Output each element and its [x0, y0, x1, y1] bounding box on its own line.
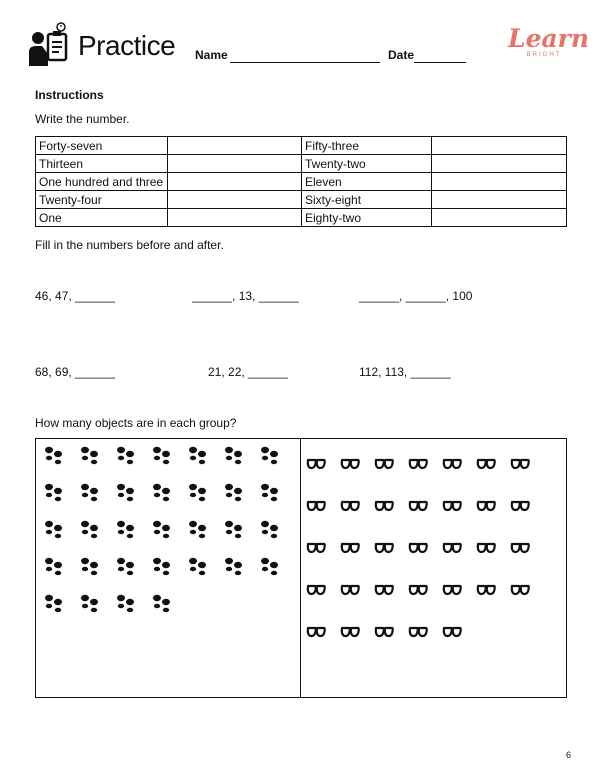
glasses-area — [301, 439, 566, 697]
page-number: 6 — [566, 750, 572, 760]
footprints-icon — [261, 558, 278, 575]
glasses-icon — [512, 502, 529, 510]
footprints-icon — [261, 484, 278, 501]
footprints-icon — [117, 595, 134, 612]
footprints-group — [35, 438, 301, 698]
footprints-icon — [225, 484, 242, 501]
table-row — [36, 155, 567, 173]
glasses-icon — [308, 502, 325, 510]
answer-cell[interactable] — [432, 137, 567, 155]
footprints-icon — [117, 484, 134, 501]
footprints-icon — [153, 595, 170, 612]
footprints-icon — [45, 521, 62, 538]
footprints-icon — [261, 447, 278, 464]
table-row — [36, 173, 567, 191]
table-row — [36, 191, 567, 209]
footprints-icon — [45, 447, 62, 464]
glasses-icon — [444, 460, 461, 468]
glasses-icon — [342, 628, 359, 636]
footprints-icon — [81, 447, 98, 464]
number-word-cell: Eighty-two — [302, 209, 432, 227]
number-word-cell: Twenty-two — [302, 155, 432, 173]
footprints-icon — [189, 521, 206, 538]
glasses-icon — [410, 502, 427, 510]
answer-cell[interactable] — [168, 173, 302, 191]
date-label: Date — [388, 48, 415, 62]
glasses-icon — [444, 628, 461, 636]
number-word-cell: Forty-seven — [36, 137, 168, 155]
footprints-icon — [153, 484, 170, 501]
name-label: Name — [195, 48, 228, 62]
answer-cell[interactable] — [168, 209, 302, 227]
footprints-icon — [189, 447, 206, 464]
student-clipboard-icon — [28, 22, 72, 68]
section2-prompt: Fill in the numbers before and after. — [35, 238, 224, 252]
glasses-icon — [444, 544, 461, 552]
glasses-icon — [444, 502, 461, 510]
footprints-icon — [153, 558, 170, 575]
sequence-item: ______, 13, ______ — [192, 289, 299, 303]
answer-cell[interactable] — [432, 209, 567, 227]
glasses-icon — [376, 586, 393, 594]
glasses-icon — [478, 544, 495, 552]
number-word-cell: One — [36, 209, 168, 227]
date-field[interactable] — [414, 62, 466, 63]
table-row — [36, 209, 567, 227]
glasses-icon — [308, 586, 325, 594]
footprints-icon — [225, 558, 242, 575]
glasses-icon — [376, 628, 393, 636]
glasses-icon — [512, 586, 529, 594]
section3-prompt: How many objects are in each group? — [35, 416, 237, 430]
footprints-icon — [189, 484, 206, 501]
footprints-icon — [117, 447, 134, 464]
answer-cell[interactable] — [432, 173, 567, 191]
sequence-item: 21, 22, ______ — [208, 365, 289, 379]
glasses-group — [300, 438, 567, 698]
glasses-icon — [478, 502, 495, 510]
footprints-icon — [153, 447, 170, 464]
footprints-icon — [45, 558, 62, 575]
footprints-icon — [225, 521, 242, 538]
glasses-icon — [478, 586, 495, 594]
footprints-area — [36, 439, 300, 697]
name-field[interactable] — [230, 62, 380, 63]
footprints-icon — [81, 595, 98, 612]
glasses-icon — [410, 544, 427, 552]
glasses-icon — [308, 544, 325, 552]
glasses-icon — [376, 502, 393, 510]
sequence-item: ______, ______, 100 — [359, 289, 473, 303]
glasses-icon — [376, 460, 393, 468]
footprints-icon — [81, 484, 98, 501]
glasses-icon — [342, 502, 359, 510]
footprints-icon — [117, 521, 134, 538]
answer-cell[interactable] — [168, 155, 302, 173]
logo-subtitle: BRIGHT — [526, 52, 562, 58]
table-row — [36, 137, 567, 155]
footprints-icon — [45, 595, 62, 612]
footprints-icon — [45, 484, 62, 501]
sequence-item: 68, 69, ______ — [35, 365, 116, 379]
glasses-icon — [342, 544, 359, 552]
number-word-cell: Fifty-three — [302, 137, 432, 155]
sequence-item: 46, 47, ______ — [35, 289, 116, 303]
footprints-icon — [261, 521, 278, 538]
glasses-icon — [308, 460, 325, 468]
footprints-icon — [81, 558, 98, 575]
section1-prompt: Write the number. — [35, 112, 130, 126]
answer-cell[interactable] — [168, 191, 302, 209]
number-word-cell: Sixty-eight — [302, 191, 432, 209]
glasses-icon — [410, 460, 427, 468]
footprints-icon — [225, 447, 242, 464]
glasses-icon — [410, 586, 427, 594]
answer-cell[interactable] — [432, 191, 567, 209]
glasses-icon — [376, 544, 393, 552]
footprints-icon — [81, 521, 98, 538]
glasses-icon — [342, 586, 359, 594]
glasses-icon — [410, 628, 427, 636]
glasses-icon — [342, 460, 359, 468]
glasses-icon — [512, 460, 529, 468]
glasses-icon — [308, 628, 325, 636]
number-word-cell: Twenty-four — [36, 191, 168, 209]
answer-cell[interactable] — [432, 155, 567, 173]
footprints-icon — [189, 558, 206, 575]
glasses-icon — [512, 544, 529, 552]
page-title: Practice — [78, 30, 176, 61]
number-word-cell: Thirteen — [36, 155, 168, 173]
logo-word: Learn — [508, 24, 590, 53]
learn-bright-logo — [508, 24, 590, 58]
number-word-cell: One hundred and three — [36, 173, 168, 191]
sequence-item: 112, 113, ______ — [359, 365, 451, 379]
write-number-table — [35, 136, 567, 227]
glasses-icon — [444, 586, 461, 594]
answer-cell[interactable] — [168, 137, 302, 155]
glasses-icon — [478, 460, 495, 468]
instructions-heading: Instructions — [35, 88, 104, 102]
footprints-icon — [117, 558, 134, 575]
number-word-cell: Eleven — [302, 173, 432, 191]
footprints-icon — [153, 521, 170, 538]
